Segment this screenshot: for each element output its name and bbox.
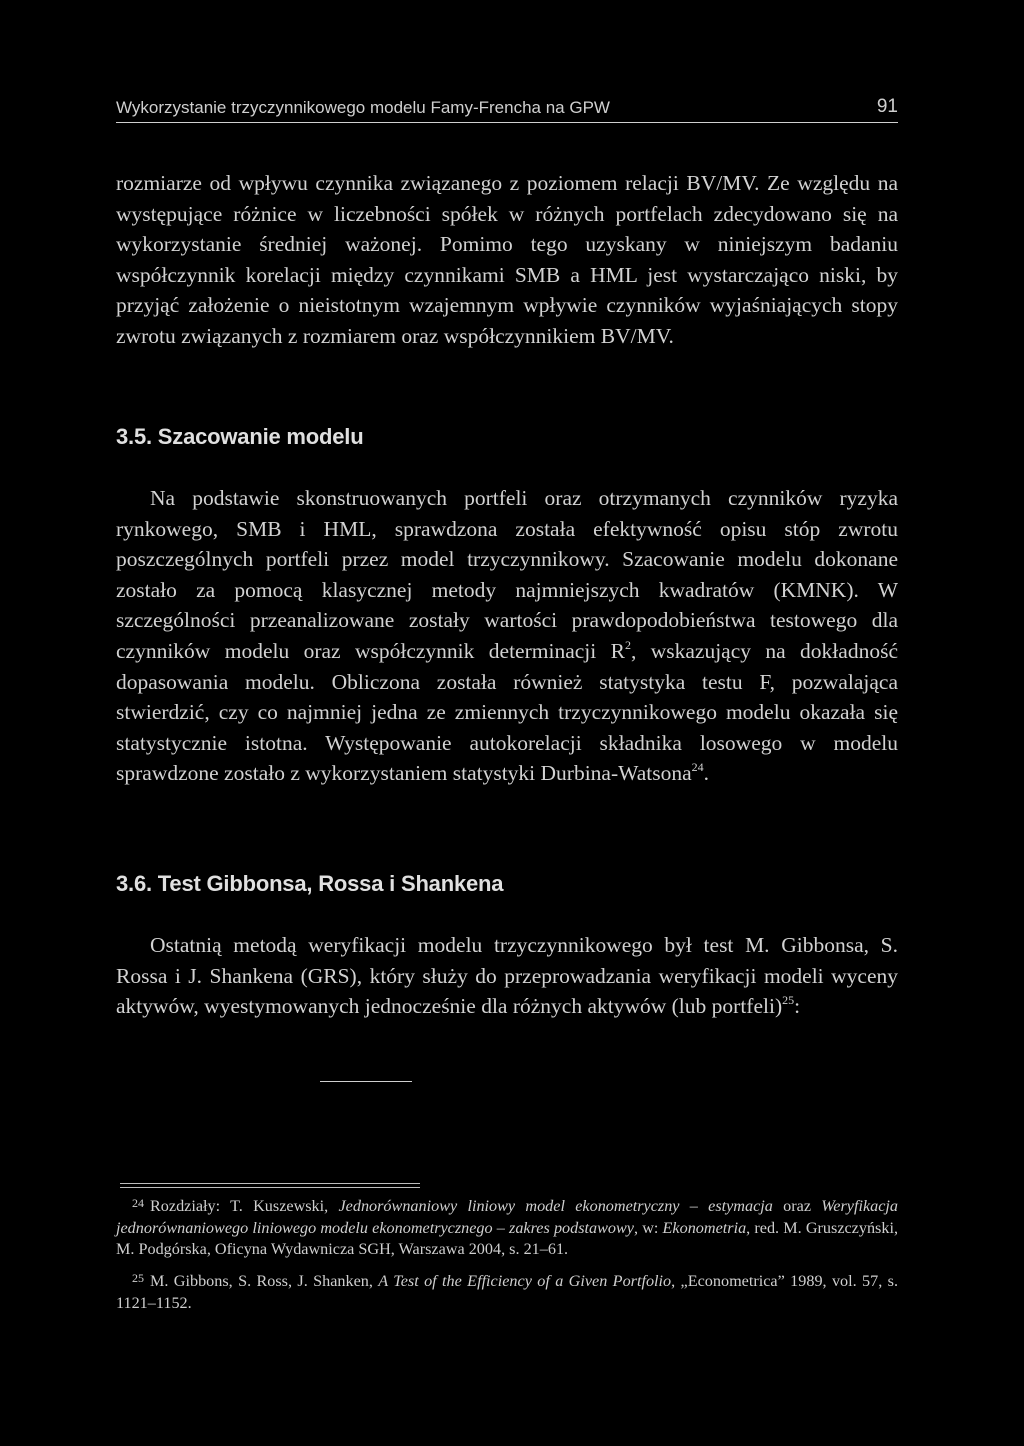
footnote-text: Rozdziały: T. Kuszewski,	[150, 1197, 339, 1215]
footnote-text: M. Gibbons, S. Ross, J. Shanken,	[150, 1272, 379, 1290]
footnote-title: A Test of the Efficiency of a Given Portfolio	[378, 1272, 672, 1290]
footnote-24	[116, 1193, 898, 1261]
paragraph-text: .	[703, 761, 710, 786]
section-heading-3-5: 3.5. Szacowanie modelu	[116, 424, 364, 449]
paragraph-text: Na podstawie skonstruowanych portfeli oraz otrzymanych czynników ryzyka rynkowego, SMB i HML, sprawdzona została efektywność opisu stóp zwrotu poszczególnych portfeli przez model trzyczynnikowy. Szacowanie modelu dokonane zostało za pomocą klasycznej metody najmniejszych kwadratów (KMNK). W szczególności przeanalizowane zostały wartości prawdopodobieństwa testowego dla czynników modelu oraz współczynnik determinacji R	[116, 486, 898, 663]
paragraph-section-3-5	[116, 483, 898, 789]
paragraph-continuation: rozmiarze od wpływu czynnika związanego z poziomem relacji BV/MV. Ze względu na występujące różnice w liczebności spółek w różnych portfelach zdecydowano się na wykorzystanie średniej ważonej. Pomimo tego uzyskany w niniejszym badaniu współczynnik korelacji między czynnikami SMB a HML jest wystarczająco niski, by przyjąć założenie o nieistotnym wzajemnym wpływie czynników wyjaśniających stopy zwrotu związanych z rozmiarem oraz współczynnikiem BV/MV.	[116, 171, 898, 348]
page-number: 91	[876, 96, 898, 117]
section-heading-3-6: 3.6. Test Gibbonsa, Rossa i Shankena	[116, 871, 504, 896]
footnote-reference-25[interactable]: 25	[782, 993, 795, 1008]
footnote-title: Jednorównaniowy liniowy model ekonometryczny – estymacja	[338, 1197, 773, 1215]
footnote-separator	[120, 1183, 420, 1188]
paragraph-section-3-6	[116, 930, 898, 1022]
equation-placeholder-divider	[320, 1081, 412, 1082]
footnote-title: Weryfikacja jednorównaniowego liniowego modelu ekonometrycznego – zakres podstawowy	[116, 1197, 898, 1237]
footnote-text: , „Econometrica” 1989, vol. 57, s. 1121–1152.	[116, 1272, 898, 1312]
footnote-text: oraz	[772, 1197, 822, 1215]
running-header	[116, 96, 898, 123]
footnote-text: , red. M. Gruszczyński, M. Podgórska, Oficyna Wydawnicza SGH, Warszawa 2004, s. 21–61.	[116, 1218, 898, 1259]
superscript-exponent: 2	[624, 637, 631, 652]
running-title: Wykorzystanie trzyczynnikowego modelu Famy-Frencha na GPW	[116, 98, 610, 117]
footnote-number: 24	[132, 1196, 144, 1210]
paragraph-text: :	[794, 994, 801, 1019]
paragraph-text: , wskazujący na dokładność dopasowania modelu. Obliczona została również statystyka testu F, pozwalająca stwierdzić, czy co najmniej jedna ze zmiennych trzyczynnikowego modelu okazała się statystycznie istotna. Występowanie autokorelacji składnika losowego w modelu sprawdzone zostało z wykorzystaniem statystyki Durbina-Watsona	[116, 638, 898, 786]
paragraph-text: Ostatnią metodą weryfikacji modelu trzyczynnikowego był test M. Gibbonsa, S. Rossa i J. Shankena (GRS), który służy do przeprowadzania weryfikacji modeli wyceny aktywów, wyestymowanych jednocześnie dla różnych aktywów (lub portfeli)	[116, 933, 898, 1019]
footnote-reference-24[interactable]: 24	[691, 760, 704, 775]
document-page	[116, 0, 898, 1446]
footnote-number: 25	[132, 1271, 144, 1285]
footnote-title: Ekonometria	[662, 1218, 747, 1237]
footnote-text: , w:	[634, 1218, 663, 1237]
footnote-25	[116, 1268, 898, 1314]
